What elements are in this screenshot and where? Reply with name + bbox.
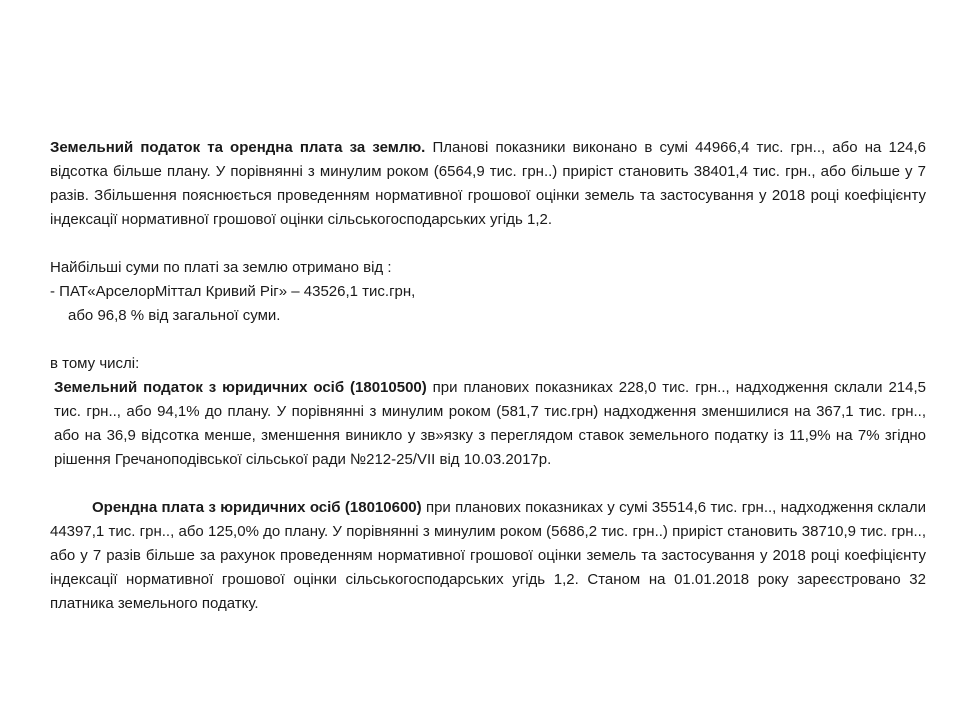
paragraph-legal-entities-land-tax: [50, 376, 926, 472]
paragraph-text: Планові показники виконано в сумі 44966,4 тис. грн.., або на 124,6 відсотка більше плану. У порівнянні з минулим роком (6564,9 тис. грн..) приріст становить 38401,4 тис. грн., або більше у 7 разів. Збільшення пояснюється проведенням нормативної грошової оцінки земель та застосування у 2018 році коефіцієнту індексації нормативної грошової оцінки сільськогосподарських угідь 1,2.: [50, 139, 927, 228]
payer-item: - ПАТ«АрселорМіттал Кривий Ріг» – 43526,1 тис.грн,: [50, 283, 416, 300]
spacer: [50, 328, 926, 352]
document-body: [50, 136, 926, 616]
payer-share: або 96,8 % від загальної суми.: [68, 307, 281, 324]
paragraph-land-tax-summary: [50, 136, 926, 232]
paragraph-heading: Земельний податок з юридичних осіб (18010500): [54, 379, 427, 396]
paragraph-heading: Орендна плата з юридичних осіб (18010600): [92, 499, 422, 516]
spacer: [50, 232, 926, 256]
spacer: [50, 472, 926, 496]
paragraph-text: при планових показниках 228,0 тис. грн.., надходження склали 214,5 тис. грн.., або 94,1% до плану. У порівнянні з минулим роком (581,7 тис.грн) надходження зменшилися на 367,1 тис. грн.., або на 36,9 відсотка менше, зменшення виникло у зв»язку з переглядом ставок земельного податку із 11,9% на 7% згідно рішення Гречаноподівської сільської ради №212-25/VII від 10.03.2017р.: [54, 379, 926, 468]
largest-payers-line: Найбільші суми по платі за землю отримано від :: [50, 259, 392, 276]
paragraph-heading: Земельний податок та орендна плата за землю.: [50, 139, 426, 156]
paragraph-text: при планових показниках у сумі 35514,6 тис. грн.., надходження склали 44397,1 тис. грн.., або 125,0% до плану. У порівнянні з минулим роком (5686,2 тис. грн..) приріст становить 38710,9 тис. грн.., або у 7 разів більше за рахунок проведенням нормативної грошової оцінки земель та застосування у 2018 році коефіцієнту індексації нормативної грошової оцінки сільськогосподарських угідь 1,2. Станом на 01.01.2018 року зареєстровано 32 платника земельного податку.: [50, 499, 926, 612]
paragraph-legal-entities-rent: [50, 496, 926, 616]
including-label: в тому числі:: [50, 355, 140, 372]
